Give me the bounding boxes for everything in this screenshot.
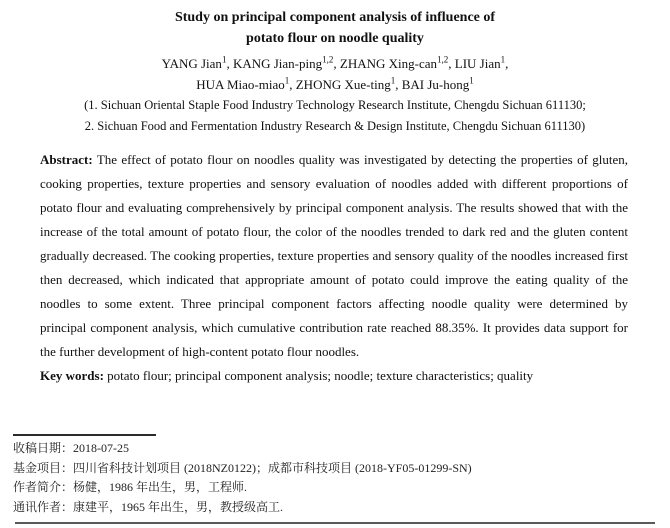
affiliation-2: 2. Sichuan Food and Fermentation Industry Research & Design Institute, Chengdu Sichuan 611130) [84,119,586,133]
keywords-paragraph [40,364,628,388]
author-separator: , [226,56,233,71]
author [402,77,474,92]
author-name: ZHANG Xing-can [339,56,437,71]
title-line-2: potato flour on noodle quality [246,31,424,46]
abstract-paragraph [40,148,628,364]
author-name: BAI Ju-hong [401,77,470,92]
author-affiliation-superscript: 1 [469,75,474,86]
author-affiliation-superscript: 1,2 [322,54,334,65]
title-line-1: Study on principal component analysis of influence of [174,10,496,25]
author [233,56,340,71]
author-separator: , [395,77,402,92]
author-name: KANG Jian-ping [232,56,323,71]
author-name: LIU Jian [454,56,501,71]
author-affiliation-superscript: 1 [390,75,396,86]
author-list [0,53,670,95]
footnote-received-date: 收稿日期：2018-07-25 [13,441,129,455]
footnote-funding-project: 基金项目：四川省科技计划项目 (2018NZ0122)；成都市科技项目 (2018-YF05-01299-SN) [13,460,472,475]
author [455,56,509,71]
author [296,77,402,92]
footnote-block [13,434,657,524]
abstract-text: The effect of potato flour on noodles quality was investigated by detecting the properties of gluten, cooking properties, texture properties and sensory evaluation of noodles added with different proportions of potato flour and evaluating comprehensively by principal component analysis. The results showed that with the increase of the total amount of potato flour, the color of the noodles trended to dark red and the gluten content gradually decreased. The cooking properties, texture properties and sensory quality of the noodles increased first then decreased, which indicated that appropriate amount of potato could improve the eating quality of the noodles to some extent. Three principal component factors affecting noodle quality were determined by principal component analysis, which cumulative contribution rate reached 88.35%. It provides data support for the further development of high-content potato flour noodles. [40,152,628,359]
abstract-section [40,148,628,388]
affiliations [0,95,670,137]
author-separator: , [505,56,509,71]
author-name: HUA Miao-miao [196,77,285,92]
author-name: YANG Jian [161,56,222,71]
author-affiliation-superscript: 1 [284,75,290,86]
author-separator: , [289,77,296,92]
footnote-author-bio: 作者简介：杨健，1986 年出生，男，工程师. [13,480,248,494]
author-affiliation-superscript: 1,2 [437,54,449,65]
author-line-2 [0,74,670,95]
author-name: ZHONG Xue-ting [295,77,391,92]
author-affiliation-superscript: 1 [500,54,506,65]
author-separator: , [333,56,340,71]
keywords-label: Key words: [40,368,104,383]
affiliation-1: (1. Sichuan Oriental Staple Food Industry Technology Research Institute, Chengdu Sichuan 611130; [84,98,586,112]
abstract-label: Abstract: [40,152,93,167]
author-affiliation-superscript: 1 [221,54,227,65]
author-separator: , [448,56,455,71]
author-line-1 [0,53,670,74]
author [196,77,295,92]
paper-title [0,0,670,49]
author [162,56,233,71]
footnote-separator-rule [13,434,156,436]
author [340,56,455,71]
keywords-text: potato flour; principal component analysis; noodle; texture characteristics; quality [103,368,534,383]
page-bottom-rule [15,522,655,524]
footnote-corresponding-author: 通讯作者：康建平，1965 年出生，男，教授级高工. [13,499,284,514]
